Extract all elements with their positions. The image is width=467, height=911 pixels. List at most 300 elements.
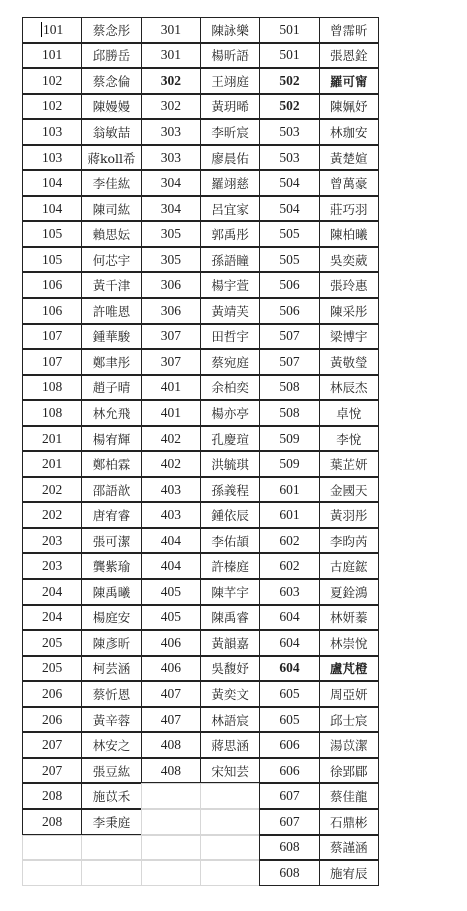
student-name: 陳芊宇 [211, 584, 249, 600]
student-name: 曾萬豪 [330, 176, 368, 192]
student-name: 洪毓琪 [211, 457, 249, 473]
class-number: 208 [42, 813, 63, 829]
student-name-cell [319, 502, 379, 528]
class-number-cell [259, 94, 319, 120]
class-number-cell [259, 349, 319, 375]
class-number: 304 [160, 200, 181, 216]
student-name: 林崇悅 [330, 635, 368, 651]
table-row [22, 809, 384, 835]
class-number: 406 [160, 634, 181, 650]
class-number: 207 [42, 737, 63, 753]
class-number: 106 [42, 302, 63, 318]
class-number-cell [141, 349, 201, 375]
class-number-cell [22, 681, 82, 707]
class-number-cell [22, 375, 82, 401]
student-name: 羅翊慈 [211, 176, 249, 192]
student-name: 唐宥睿 [92, 508, 131, 524]
class-number: 505 [279, 251, 300, 267]
student-name-cell [319, 247, 379, 273]
student-name-cell [319, 94, 379, 120]
class-number: 501 [279, 21, 300, 37]
student-name-cell [200, 272, 260, 298]
student-name: 宋知芸 [211, 763, 249, 779]
student-name-cell [319, 579, 379, 605]
student-name-cell [319, 732, 379, 758]
class-number-cell [259, 579, 319, 605]
class-number-cell [141, 502, 201, 528]
student-name-cell [81, 17, 141, 43]
empty-cell [141, 835, 201, 861]
class-number-cell [259, 324, 319, 350]
class-number-cell [141, 221, 201, 247]
empty-cell [81, 860, 141, 886]
class-number-cell [22, 400, 82, 426]
student-name: 楊庭安 [92, 610, 131, 626]
table-row [22, 145, 384, 171]
student-name-cell [200, 758, 260, 784]
student-name: 陳司紘 [92, 201, 131, 217]
class-number-cell [22, 579, 82, 605]
class-number: 307 [160, 353, 181, 369]
class-number: 402 [160, 430, 181, 446]
student-name: 陳禹曦 [92, 584, 131, 600]
student-name-cell [81, 707, 141, 733]
class-number: 509 [279, 430, 300, 446]
student-name: 陳禹睿 [211, 610, 249, 626]
table-row [22, 272, 384, 298]
student-name: 陳姵妤 [330, 99, 368, 115]
class-number-cell [22, 145, 82, 171]
student-name-cell [200, 221, 260, 247]
class-number-cell [22, 451, 82, 477]
student-name: 梁博宇 [330, 329, 368, 345]
student-name: 林安之 [92, 738, 131, 754]
table-row [22, 451, 384, 477]
student-name-cell [319, 477, 379, 503]
class-number-cell [22, 707, 82, 733]
class-number-cell [22, 426, 82, 452]
student-name-cell [319, 681, 379, 707]
student-name: 張豆紘 [92, 763, 131, 779]
class-number-cell [141, 247, 201, 273]
class-number: 202 [42, 481, 63, 497]
student-name: 蔡佳龍 [330, 789, 368, 805]
empty-cell [22, 835, 82, 861]
class-number: 101 [43, 21, 64, 37]
student-name: 田哲宇 [211, 329, 249, 345]
table-row [22, 17, 384, 43]
class-number: 305 [160, 226, 181, 242]
student-name: 卓悅 [336, 405, 362, 421]
table-row [22, 579, 384, 605]
table-row [22, 94, 384, 120]
student-name-cell [319, 375, 379, 401]
student-name: 廖晨佑 [211, 150, 249, 166]
class-number-cell [141, 707, 201, 733]
class-number: 206 [42, 685, 63, 701]
student-name-cell [200, 681, 260, 707]
student-name-cell [81, 477, 141, 503]
class-number-cell [259, 272, 319, 298]
student-name: 李昕宸 [211, 124, 249, 140]
class-number: 205 [42, 660, 63, 676]
table-row [22, 119, 384, 145]
class-number: 604 [279, 634, 300, 650]
student-name: 呂宜家 [211, 201, 249, 217]
empty-cell [141, 860, 201, 886]
class-number: 303 [160, 149, 181, 165]
student-name-cell [319, 196, 379, 222]
class-number: 504 [279, 175, 300, 191]
class-number: 502 [279, 98, 300, 114]
student-name-cell [319, 630, 379, 656]
student-name-cell [319, 707, 379, 733]
table-row [22, 375, 384, 401]
class-number: 603 [279, 583, 300, 599]
table-row [22, 707, 384, 733]
student-name-cell [319, 835, 379, 861]
class-number-cell [141, 605, 201, 631]
class-number: 403 [160, 481, 181, 497]
student-name-cell [81, 528, 141, 554]
class-number: 206 [42, 711, 63, 727]
class-number: 604 [279, 609, 300, 625]
class-number: 208 [42, 788, 63, 804]
class-number-cell [22, 349, 82, 375]
student-name: 楊宥輝 [92, 431, 131, 447]
class-number: 405 [160, 583, 181, 599]
class-number-cell [259, 553, 319, 579]
class-number-cell [259, 170, 319, 196]
class-number-cell [22, 758, 82, 784]
student-name: 徐郢郿 [330, 763, 368, 779]
student-name-cell [319, 451, 379, 477]
table-row [22, 860, 384, 886]
class-number-cell [22, 783, 82, 809]
student-name-cell [200, 451, 260, 477]
class-number-cell [22, 272, 82, 298]
empty-cell [200, 860, 260, 886]
class-number-cell [22, 502, 82, 528]
class-number: 201 [42, 430, 63, 446]
class-number: 504 [279, 200, 300, 216]
class-number: 506 [279, 277, 300, 293]
student-name: 李昀芮 [330, 533, 368, 549]
class-number-cell [22, 324, 82, 350]
class-number-cell [259, 196, 319, 222]
student-name-cell [81, 272, 141, 298]
class-number: 305 [160, 251, 181, 267]
class-number: 404 [160, 558, 181, 574]
class-number-cell [22, 43, 82, 69]
student-name-cell [319, 783, 379, 809]
class-number-cell [22, 605, 82, 631]
class-number-cell [259, 783, 319, 809]
student-name: 張玲惠 [330, 278, 368, 294]
class-number-cell [141, 400, 201, 426]
class-number: 407 [160, 685, 181, 701]
student-name-cell [200, 707, 260, 733]
class-number-cell [141, 145, 201, 171]
student-name: 陳詠樂 [211, 22, 249, 38]
class-number-cell [141, 272, 201, 298]
class-number: 307 [160, 328, 181, 344]
class-number: 306 [160, 277, 181, 293]
student-name: 孫語瞳 [211, 252, 249, 268]
table-row [22, 477, 384, 503]
student-name-cell [200, 528, 260, 554]
student-name-cell [200, 298, 260, 324]
class-number: 506 [279, 302, 300, 318]
student-name-cell [200, 119, 260, 145]
student-name-cell [200, 145, 260, 171]
class-number: 505 [279, 226, 300, 242]
empty-cell [200, 809, 260, 835]
class-number: 405 [160, 609, 181, 625]
table-row [22, 553, 384, 579]
class-number-cell [22, 656, 82, 682]
class-number: 302 [160, 72, 181, 88]
class-number-cell [259, 68, 319, 94]
class-number: 107 [42, 328, 63, 344]
class-number-cell [141, 553, 201, 579]
class-number: 105 [42, 226, 63, 242]
table-row [22, 43, 384, 69]
student-name: 吳奕葳 [330, 252, 368, 268]
class-number: 103 [42, 149, 63, 165]
student-name: 蔡宛庭 [211, 354, 249, 370]
student-name: 黃楚媗 [330, 150, 368, 166]
class-number: 601 [279, 481, 300, 497]
student-name: 陳柏曦 [330, 227, 368, 243]
student-name: 鄭聿彤 [92, 354, 131, 370]
student-name-cell [319, 272, 379, 298]
student-name: 吳馥妤 [211, 661, 249, 677]
student-name-cell [81, 119, 141, 145]
student-name: 余柏奕 [211, 380, 249, 396]
student-name-cell [81, 145, 141, 171]
class-number: 406 [160, 660, 181, 676]
student-name: 陳嫚嫚 [92, 99, 131, 115]
table-row [22, 656, 384, 682]
student-name-cell [81, 400, 141, 426]
student-name-cell [81, 375, 141, 401]
student-name: 葉芷妍 [330, 457, 368, 473]
class-number: 202 [42, 507, 63, 523]
class-number: 301 [160, 21, 181, 37]
class-number-cell [141, 298, 201, 324]
class-number-cell [259, 502, 319, 528]
class-number-cell [259, 605, 319, 631]
class-number-cell [141, 630, 201, 656]
class-number-cell [141, 119, 201, 145]
class-number-cell [141, 528, 201, 554]
student-name-cell [200, 502, 260, 528]
class-number-cell [22, 68, 82, 94]
student-name: 古庭鋐 [330, 559, 368, 575]
empty-cell [200, 783, 260, 809]
class-number: 102 [42, 72, 63, 88]
class-number: 401 [160, 379, 181, 395]
student-name: 蔡忻恩 [92, 686, 131, 702]
class-number-cell [259, 835, 319, 861]
class-number-cell [22, 298, 82, 324]
student-name: 陳采彤 [330, 303, 368, 319]
student-name: 金國天 [330, 482, 368, 498]
table-row [22, 68, 384, 94]
student-name-cell [319, 528, 379, 554]
student-name: 蔡念彤 [92, 22, 131, 38]
class-number: 408 [160, 737, 181, 753]
class-number-cell [259, 860, 319, 886]
class-number: 509 [279, 456, 300, 472]
class-number: 508 [279, 379, 300, 395]
class-number-cell [259, 477, 319, 503]
class-number: 204 [42, 583, 63, 599]
empty-cell [141, 783, 201, 809]
class-number-cell [259, 656, 319, 682]
class-number-cell [259, 375, 319, 401]
class-number-cell [259, 809, 319, 835]
class-number-cell [259, 528, 319, 554]
class-number-cell [259, 119, 319, 145]
class-number-cell [22, 528, 82, 554]
class-number: 108 [42, 404, 63, 420]
class-number-cell [141, 579, 201, 605]
class-number: 302 [160, 98, 181, 114]
student-name: 莊巧羽 [330, 201, 368, 217]
student-name-cell [81, 43, 141, 69]
class-number: 605 [279, 711, 300, 727]
table-row [22, 630, 384, 656]
student-name: 夏銓鴻 [330, 584, 368, 600]
student-name-cell [81, 605, 141, 631]
student-name-cell [319, 400, 379, 426]
student-name: 李悅 [336, 431, 362, 447]
student-name-cell [200, 349, 260, 375]
student-name-cell [319, 656, 379, 682]
class-number: 503 [279, 123, 300, 139]
student-name: 龔紫瑜 [92, 559, 131, 575]
class-number-cell [141, 656, 201, 682]
student-name: 黃奕文 [211, 686, 249, 702]
student-name: 張可潔 [92, 533, 131, 549]
class-number-cell [22, 196, 82, 222]
table-row [22, 835, 384, 861]
student-name-cell [319, 349, 379, 375]
table-row [22, 170, 384, 196]
table-row [22, 400, 384, 426]
student-name-cell [200, 477, 260, 503]
student-name-cell [81, 553, 141, 579]
student-name-cell [319, 809, 379, 835]
student-name: 黃辛蓉 [92, 712, 131, 728]
student-name: 楊宇萱 [211, 278, 249, 294]
class-number-cell [259, 43, 319, 69]
class-number-cell [141, 170, 201, 196]
class-number-cell [141, 324, 201, 350]
table-row [22, 221, 384, 247]
student-name: 周亞妍 [330, 686, 368, 702]
student-name: 石鼎彬 [330, 814, 368, 830]
student-name-cell [81, 426, 141, 452]
empty-cell [200, 835, 260, 861]
class-number-cell [22, 119, 82, 145]
class-number: 501 [279, 47, 300, 63]
class-number: 201 [42, 456, 63, 472]
class-number-cell [259, 298, 319, 324]
student-name: 趙子晴 [92, 380, 131, 396]
student-name-cell [200, 553, 260, 579]
student-name-cell [319, 860, 379, 886]
student-name: 林辰杰 [330, 380, 368, 396]
student-name: 許唯恩 [92, 303, 131, 319]
class-number-cell [259, 732, 319, 758]
table-row [22, 758, 384, 784]
student-name-cell [200, 605, 260, 631]
class-number: 304 [160, 175, 181, 191]
student-name: 鍾華駿 [92, 329, 131, 345]
student-name: 郭禹彤 [211, 227, 249, 243]
class-number: 102 [42, 98, 63, 114]
student-name-cell [81, 196, 141, 222]
class-number-cell [259, 426, 319, 452]
student-name: 孔慶瑄 [211, 431, 249, 447]
student-name: 張恩銓 [330, 48, 368, 64]
student-name-cell [319, 17, 379, 43]
student-name: 李秉庭 [92, 814, 131, 830]
student-name-cell [200, 732, 260, 758]
class-number-cell [141, 375, 201, 401]
class-number: 602 [279, 532, 300, 548]
student-name-cell [200, 196, 260, 222]
class-number-cell [259, 707, 319, 733]
student-name-cell [319, 221, 379, 247]
student-name: 林妍蓁 [330, 610, 368, 626]
class-number: 507 [279, 328, 300, 344]
student-name-cell [81, 502, 141, 528]
class-number: 401 [160, 404, 181, 420]
student-name: 楊昕語 [211, 48, 249, 64]
student-name: 黃玥晞 [211, 99, 249, 115]
class-number: 306 [160, 302, 181, 318]
table-row [22, 298, 384, 324]
student-name: 黃敬瑩 [330, 354, 368, 370]
class-number-cell [259, 451, 319, 477]
class-number-cell [22, 477, 82, 503]
student-name: 湯苡潔 [330, 738, 368, 754]
class-number: 203 [42, 558, 63, 574]
student-name-cell [81, 298, 141, 324]
class-number: 303 [160, 123, 181, 139]
class-number: 602 [279, 558, 300, 574]
class-number: 606 [279, 762, 300, 778]
student-name: 翁敏喆 [92, 124, 131, 140]
student-name-cell [81, 247, 141, 273]
class-number-cell [22, 809, 82, 835]
student-name: 羅可甯 [330, 73, 368, 89]
class-number-cell [259, 630, 319, 656]
student-name-cell [319, 68, 379, 94]
class-number-cell [259, 17, 319, 43]
class-number: 204 [42, 609, 63, 625]
student-name: 鄭柏霖 [92, 457, 131, 473]
student-name: 李佑頡 [211, 533, 249, 549]
class-number: 606 [279, 737, 300, 753]
table-row [22, 349, 384, 375]
table-row [22, 324, 384, 350]
table-row [22, 528, 384, 554]
